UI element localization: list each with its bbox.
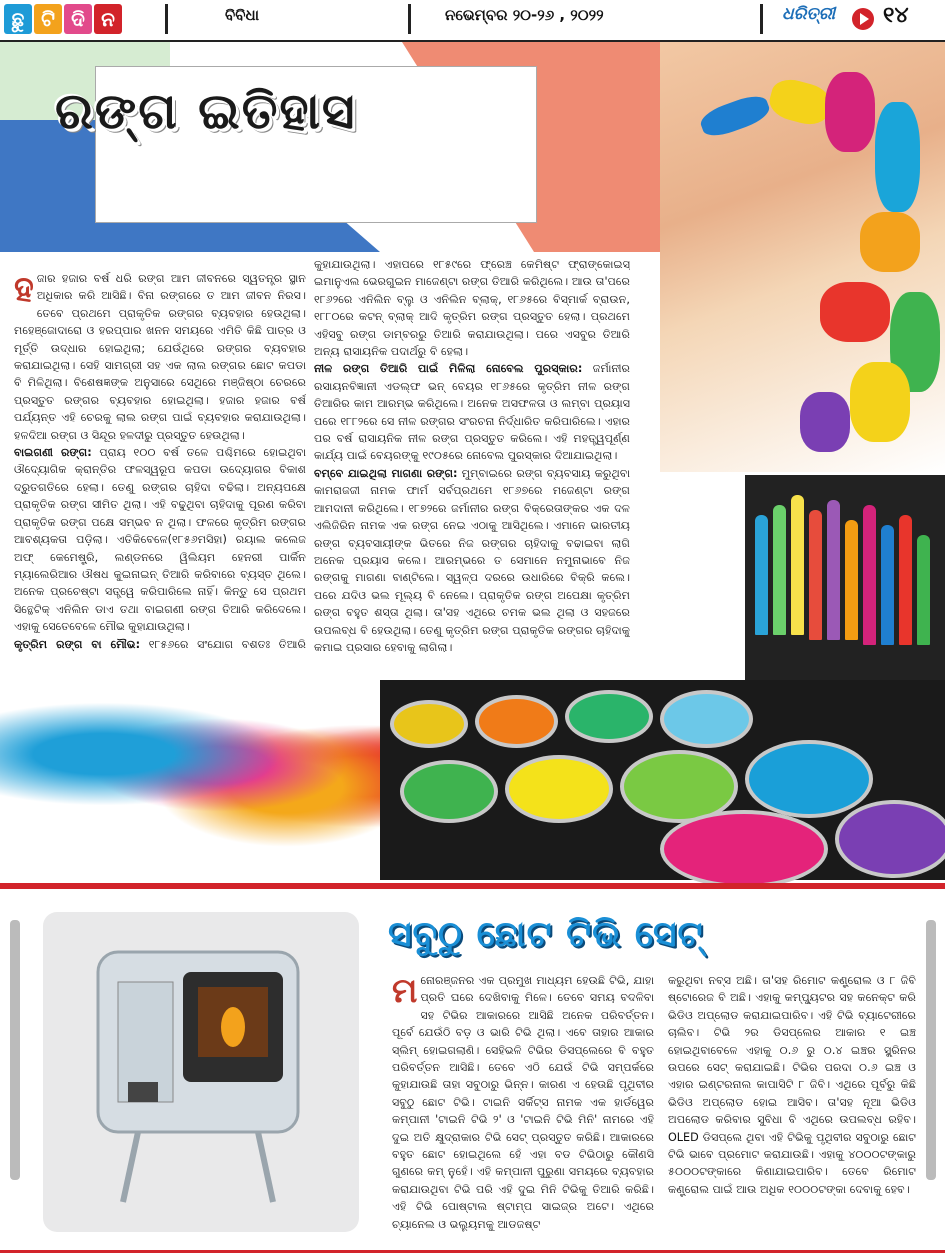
tv-article-column-2	[668, 972, 916, 1242]
subhead: ବମ୍ବେ ଯାଇଥିଲା ମାଗଣା ରଙ୍ଗ:	[314, 466, 458, 480]
subhead: କୃତ୍ରିମ ରଙ୍ଗ ବା ମୌଭ:	[14, 637, 141, 651]
header-divider	[408, 4, 411, 34]
paper-logo: ଧରିତ୍ରୀ	[782, 4, 836, 24]
article-paragraph	[14, 270, 306, 444]
tv-article-column-1	[392, 972, 654, 1242]
paint-cans-photo	[380, 680, 945, 880]
page-headline: ରଙ୍ଗ ଇତିହାସ	[55, 82, 357, 140]
article-paragraph	[314, 360, 630, 464]
paragraph-text: ଜର୍ମାନୀର ରସାୟନବିଜ୍ଞାନୀ ଏଡଲ୍ଫ ଭନ୍ ବେୟର ୧୮୬୫ରେ କୃତ୍ରିମ ନୀଳ ରଙ୍ଗ ତିଆରିର କାମ ଆରମ୍ଭ କରିଥିଲେ। ଅନେକ ଅସଫଳତା ଓ ଲମ୍ବା ପ୍ରୟାସ ପରେ ୧୮୮୨ରେ ସେ ନୀଳ ରଙ୍ଗର ସଂରଚନା ନିର୍ଦ୍ଧାରିତ କରିପାରିଲେ। ଏହାର ପର ବର୍ଷ ରାସାୟନିକ ନୀଳ ରଙ୍ଗ ପ୍ରସ୍ତୁତ କରିଲେ। ଏହି ମହତ୍ତ୍ୱପୂର୍ଣ୍ଣ କାର୍ଯ୍ୟ ପାଇଁ ବେୟରଙ୍କୁ ୧୯୦୫ରେ ନୋବେଲ ପୁରସ୍କାର ଦିଆଯାଇଥିଲା।	[314, 362, 630, 463]
decor-side-bar	[926, 920, 936, 1180]
article-column-2	[314, 256, 630, 676]
drop-cap: ମ	[392, 972, 418, 1011]
article-paragraph	[314, 256, 630, 360]
footer-rule	[0, 1250, 945, 1253]
drop-cap: ହ	[14, 270, 34, 309]
header-divider	[165, 4, 168, 34]
brand-letter: ଦି	[64, 4, 92, 34]
paragraph-text: ପ୍ରାୟ ୧୦୦ ବର୍ଷ ତଳେ ପଶ୍ଚିମରେ ହୋଇଥିବା ଔଦ୍ୟୋଗିକ କ୍ରାନ୍ତିର ଫଳସ୍ୱରୂପ କପଡା ଉଦ୍ୟୋଗର ବିକାଶ ଦ୍ରୁତଗତିରେ ହେଲା। ତେଣୁ ରଙ୍ଗର ଚାହିଦା ବଢିଲା। ଅନ୍ୟପକ୍ଷେ ପ୍ରାକୃତିକ ରଙ୍ଗ ସୀମିତ ଥିଲା। ଏହି ବଢୁଥିବା ଚାହିଦାକୁ ପୂରଣ କରିବା ପ୍ରାକୃତିକ ରଙ୍ଗ ପକ୍ଷେ ସମ୍ଭବ ନ ଥିଲା। ଫଳରେ କୃତ୍ରିମ ରଙ୍ଗର ଆବଶ୍ୟକତା ପଡ଼ିଲା। ଏତିକିବେଳେ(୧୮୫୬ମସିହା) ରୟାଲ କଲେଜ ଅଫ୍ କେମେଷ୍ଟ୍ରି, ଲଣ୍ଡନରେ ୱିଲିୟମ ହେନରୀ ପାର୍କିନ ମ୍ୟାଲେରିଆର ଔଷଧ କୁଇନାଇନ୍ ତିଆରି କରିବାରେ ବ୍ୟସ୍ତ ଥିଲେ। ଅନେକ ପ୍ରଚେଷ୍ଟା ସତ୍ତ୍ୱେ କରିପାରିଲେ ନାହିଁ। କିନ୍ତୁ ସେ ପ୍ରଥମ ସିନ୍ଥେଟିକ୍ ଏନିଲିନ ଡାଏ ତଥା ବାଇଗଣୀ ରଙ୍ଗ ତିଆରି କରିଦେଲେ। ଏହାକୁ ସେତେବେଳେ ମୌଭ କୁହାଯାଉଥିଲା।	[14, 446, 306, 634]
article-paragraph	[392, 972, 654, 1233]
tv-article-headline: ସବୁଠୁ ଛୋଟ ଟିଭି ସେଟ୍	[388, 914, 704, 955]
tiny-tv-photo	[43, 912, 359, 1232]
brand-letter: ଛୁ	[4, 4, 32, 34]
article-paragraph	[314, 465, 630, 656]
painted-face-photo	[660, 42, 945, 472]
article-column-1	[14, 270, 306, 670]
section-name: ବିବିଧା	[225, 6, 260, 24]
article-paragraph	[668, 972, 916, 1198]
paragraph-text: ୧୮୫୬ରେ ସଂଯୋଗ ବଶତଃ ତିଆରି	[148, 637, 306, 651]
paragraph-text: ମୁମ୍ବାଇରେ ରଙ୍ଗ ବ୍ୟବସାୟ କରୁଥିବା କାମରାଜଜୀ ନାମକ ଫାର୍ମ ସର୍ବପ୍ରଥମେ ୧୮୬୭ରେ ମଜେଣ୍ଟା ରଙ୍ଗ ଆମଦାନୀ କରିଥିଲେ। ୧୮୭୨ରେ ଜର୍ମାନୀର ରଙ୍ଗ ବିକ୍ରେତାଙ୍କର ଏକ ଦଳ ଏଲିଜିରିନ ନାମକ ଏକ ରଙ୍ଗ ନେଇ ଏଠାକୁ ଆସିଥିଲେ। ଏମାନେ ଭାରତୀୟ ରଙ୍ଗ ବ୍ୟବସାୟୀଙ୍କ ଭିତରେ ନିଜ ରଙ୍ଗର ଚାହିଦାକୁ ବଢାଇବା ଲାଗି ଅନେକ ପ୍ରୟାସ କଲେ। ଆରମ୍ଭରେ ତ ସେମାନେ ନମୁନାଭାବେ ନିଜ ରଙ୍ଗକୁ ମାଗଣା ବାଣ୍ଟିଲେ। ସ୍ୱଳ୍ପ ଦରରେ ଉଧାରିରେ ବିକ୍ରି କଲେ। ପରେ ଯଦିଓ ଭଲ ମୂଲ୍ୟ ବି ନେଲେ। ପ୍ରାକୃତିକ ରଙ୍ଗ ଅପେକ୍ଷା କୃତ୍ରିମ ରଙ୍ଗ ବହୁତ ଶସ୍ତା ଥିଲା। ତା'ସହ ଏଥିରେ ଚମକ ଭଲ ଥିଲା ଓ ସହଜରେ ଉପଲବ୍ଧ ବି ହେଉଥିଲା। ତେଣୁ କୃତ୍ରିମ ରଙ୍ଗ ପ୍ରାକୃତିକ ରଙ୍ଗର ଚାହିଦାକୁ କମାଇ ପ୍ରସାର ହେବାକୁ ଲାଗିଲା।	[314, 466, 630, 654]
header-divider	[760, 4, 763, 34]
section-divider	[0, 883, 945, 889]
paragraph-text: କୁହାଯାଉଥିଲା। ଏହାପରେ ୧୮୫୯ରେ ଫ୍ରେଞ୍ଚ କେମିଷ୍ଟ ଫ୍ରାଙ୍କୋଇସ୍ ଇମାନୁଏଲ ଭେରଗୁଇନ ମାଜେଣ୍ଟା ରଙ୍ଗ ତିଆରି କରିଥିଲେ। ଆଉ ତା'ପରେ ୧୮୬୨ରେ ଏନିଲିନ ବ୍ଲୁ ଓ ଏନିଲିନ ବ୍ଲାକ୍, ୧୮୬୫ରେ ବିସ୍ମାର୍କ ବ୍ରାଉନ, ୧୮୮୦ରେ କଟନ୍ ବ୍ଲାକ୍ ଆଦି କୃତ୍ରିମ ରଙ୍ଗ ପ୍ରସ୍ତୁତ ହେଲା। ପ୍ରଥମେ ଏହିସବୁ ରଙ୍ଗ ଡାମ୍ବରରୁ ତିଆରି କରାଯାଉଥିଲା। ପରେ ଏସବୁର ତିଆରି ଅନ୍ୟ ରାସାୟନିକ ପଦାର୍ଥରୁ ବି ହେଲା।	[314, 258, 630, 359]
paragraph-text: କରୁଥିବା ନବ୍ସ ଅଛି। ତା'ସହ ରିମୋଟ କଣ୍ଟ୍ରୋଲ ଓ ୮ ଜିବି ଷ୍ଟୋରେଜ ବି ଅଛି। ଏହାକୁ କମ୍ପ୍ୟୁଟର ସହ କନେକ୍ଟ କରି ଭିଡିଓ ଅପ୍‌ଲୋଡ କରାଯାଇପାରିବ। ଏହି ଟିଭି ବ୍ୟାଟେରୀରେ ଚାଲିବ। ଟିଭି ୨ର ଡିସପ୍ଲେର ଆକାର ୧ ଇଞ୍ଚ ହୋଇଥିବାବେଳେ ଏହାକୁ ୦.୬ ରୁ ୦.୪ ଇଞ୍ଚର ସ୍କ୍ରିନର ଉପରେ ସେଟ୍ କରାଯାଇଛି। ଟିଭିର ପରଦା ୦.୬ ଇଞ୍ଚ ଓ ଏହାର ଇଣ୍ଟରନାଲ କାପାସିଟି ୮ ଜିବି। ଏଥିରେ ପୂର୍ବରୁ କିଛି ଭିଡିଓ ଅପ୍‌ଲୋଡ ହୋଇ ଆସିବ। ତା'ସହ ନୂଆ ଭିଡିଓ ଅପଲୋଡ କରିବାର ସୁବିଧା ବି ଏଥିରେ ଉପଲବ୍ଧ ରହିବ। OLED ଡିସପ୍ଲେ ଥିବା ଏହି ଟିଭିକୁ ପୃଥିବୀର ସବୁଠାରୁ ଛୋଟ ଟିଭି ଭାବେ ପ୍ରମୋଟ କରାଯାଉଛି। ଏହାକୁ ୪୦୦୦ଟଙ୍କାରୁ ୫୦୦୦ଟଙ୍କାରେ କିଣାଯାଇପାରିବ। ତେବେ ରିମୋଟ କଣ୍ଟ୍ରୋଲ ପାଇଁ ଆଉ ଅଧିକ ୧୦୦୦ଟଙ୍କା ଦେବାକୁ ହେବ।	[668, 974, 916, 1196]
brand-letter: ନ	[94, 4, 122, 34]
page-number: ୧୪	[883, 3, 909, 28]
subhead: ନୀଳ ରଙ୍ଗ ତିଆରି ପାଇଁ ମିଳିଲା ନୋବେଲ ପୁରସ୍କାର:	[314, 362, 583, 376]
play-icon	[852, 8, 874, 30]
brand-letter: ଟି	[34, 4, 62, 34]
subhead: ବାଇଗଣୀ ରଙ୍ଗ:	[14, 446, 92, 460]
issue-date: ନଭେମ୍ବର ୨୦-୨୬ , ୨୦୨୨	[445, 6, 604, 24]
paragraph-text: ନୋରଞ୍ଜନର ଏକ ପ୍ରମୁଖ ମାଧ୍ୟମ ହେଉଛି ଟିଭି, ଯାହା ପ୍ରତି ଘରେ ଦେଖିବାକୁ ମିଳେ। ତେବେ ସମୟ ବଦଳିବା ସହ ଟିଭିର ଆକାରରେ ଆସିଛି ଅନେକ ପରିବର୍ତ୍ତନ। ପୂର୍ବେ ଯେଉଁଠି ବଡ଼ ଓ ଭାରି ଟିଭି ଥିଲା। ଏବେ ତାହାର ଆକାର ସ୍ଲିମ୍ ହୋଇଗଲାଣି। ସେହିଭଳି ଟିଭିର ଡିସପ୍ଲେରେ ବି ବହୁତ ପରିବର୍ତ୍ତନ ଆସିଛି। ତେବେ ଏଠି ଯେଉଁ ଟିଭି ସମ୍ପର୍କରେ କୁହାଯାଉଛି ତାହା ସବୁଠାରୁ ଭିନ୍ନ। କାରଣ ଏ ହେଉଛି ପୃଥିବୀର ସବୁଠୁ ଛୋଟ ଟିଭି। ଟାଇନି ସର୍କିଟ୍ସ ନାମକ ଏକ ହାର୍ଡୱେର କମ୍ପାନୀ 'ଟାଇନି ଟିଭି ୨' ଓ 'ଟାଇନି ଟିଭି ମିନି' ନାମରେ ଏହି ଦୁଇ ଅତି କ୍ଷୁଦ୍ରାକାର ଟିଭି ସେଟ୍ ପ୍ରସ୍ତୁତ କରିଛି। ଆକାରରେ ବହୁତ ଛୋଟ ହୋଇଥିଲେ ହେଁ ଏହା ବଡ ଟିଭିଠାରୁ କୌଣସି ଗୁଣରେ କମ୍ ନୁହେଁ। ଏହି କମ୍ପାନୀ ପୁରୁଣା ସମୟରେ ବ୍ୟବହାର କରାଯାଉଥିବା ଟିଭି ପରି ଏହି ଦୁଇ ମିନି ଟିଭିକୁ ତିଆରି କରିଛି। ଏହି ଟିଭି ପୋଷ୍ଟାଲ ଷ୍ଟାମ୍ପ ସାଇଜ୍‌ର ଅଟେ। ଏଥିରେ ଚ୍ୟାନେଲ ଓ ଭଲ୍ୟୁମକୁ ଆଡଜଷ୍ଟ	[392, 974, 654, 1231]
decor-side-bar	[10, 920, 20, 1180]
page-header	[0, 0, 945, 40]
article-paragraph	[14, 444, 306, 635]
paragraph-text: ଜାର ହଜାର ବର୍ଷ ଧରି ରଙ୍ଗ ଆମ ଜୀବନରେ ସ୍ୱତନ୍ତ୍ର ସ୍ଥାନ ଅଧିକାର କରି ଆସିଛି। ବିନା ରଙ୍ଗରେ ତ ଆମ ଜୀବନ ନିରସ। ତେବେ ପ୍ରଥମେ ପ୍ରାକୃତିକ ରଙ୍ଗର ବ୍ୟବହାର ହେଉଥିଲା। ମହେଞ୍ଜୋଦାରୋ ଓ ହରପ୍ପାର ଖନନ ସମୟରେ ଏମିତି କିଛି ପାତ୍ର ଓ ମୂର୍ତ୍ତି ଉଦ୍ଧାର ହୋଇଥିଲା; ଯେଉଁଥିରେ ରଙ୍ଗର ବ୍ୟବହାର କରାଯାଇଥିଲା। ସେହି ସାମଗ୍ରୀ ସହ ଏକ ଲାଲ ରଙ୍ଗର ଛୋଟ କପଡା ବି ମିଳିଥିଲା। ବିଶେଷଜ୍ଞଙ୍କ ଅନୁସାରେ ସେଥିରେ ମଞ୍ଜିଷ୍ଠା ଚେରରେ ପ୍ରସ୍ତୁତ ରଙ୍ଗର ବ୍ୟବହାର ହୋଇଥିଲା। ହଜାର ହଜାର ବର୍ଷ ପର୍ଯ୍ୟନ୍ତ ଏହି ଚେରକୁ ଲାଲ ରଙ୍ଗ ପାଇଁ ବ୍ୟବହାର କରାଯାଉଥିଲା। ହଳଦିଆ ରଙ୍ଗ ଓ ସିନ୍ଦୂର ହଳଦୀରୁ ପ୍ରସ୍ତୁତ ହେଉଥିଲା।	[14, 272, 306, 442]
crayons-photo	[745, 475, 945, 685]
